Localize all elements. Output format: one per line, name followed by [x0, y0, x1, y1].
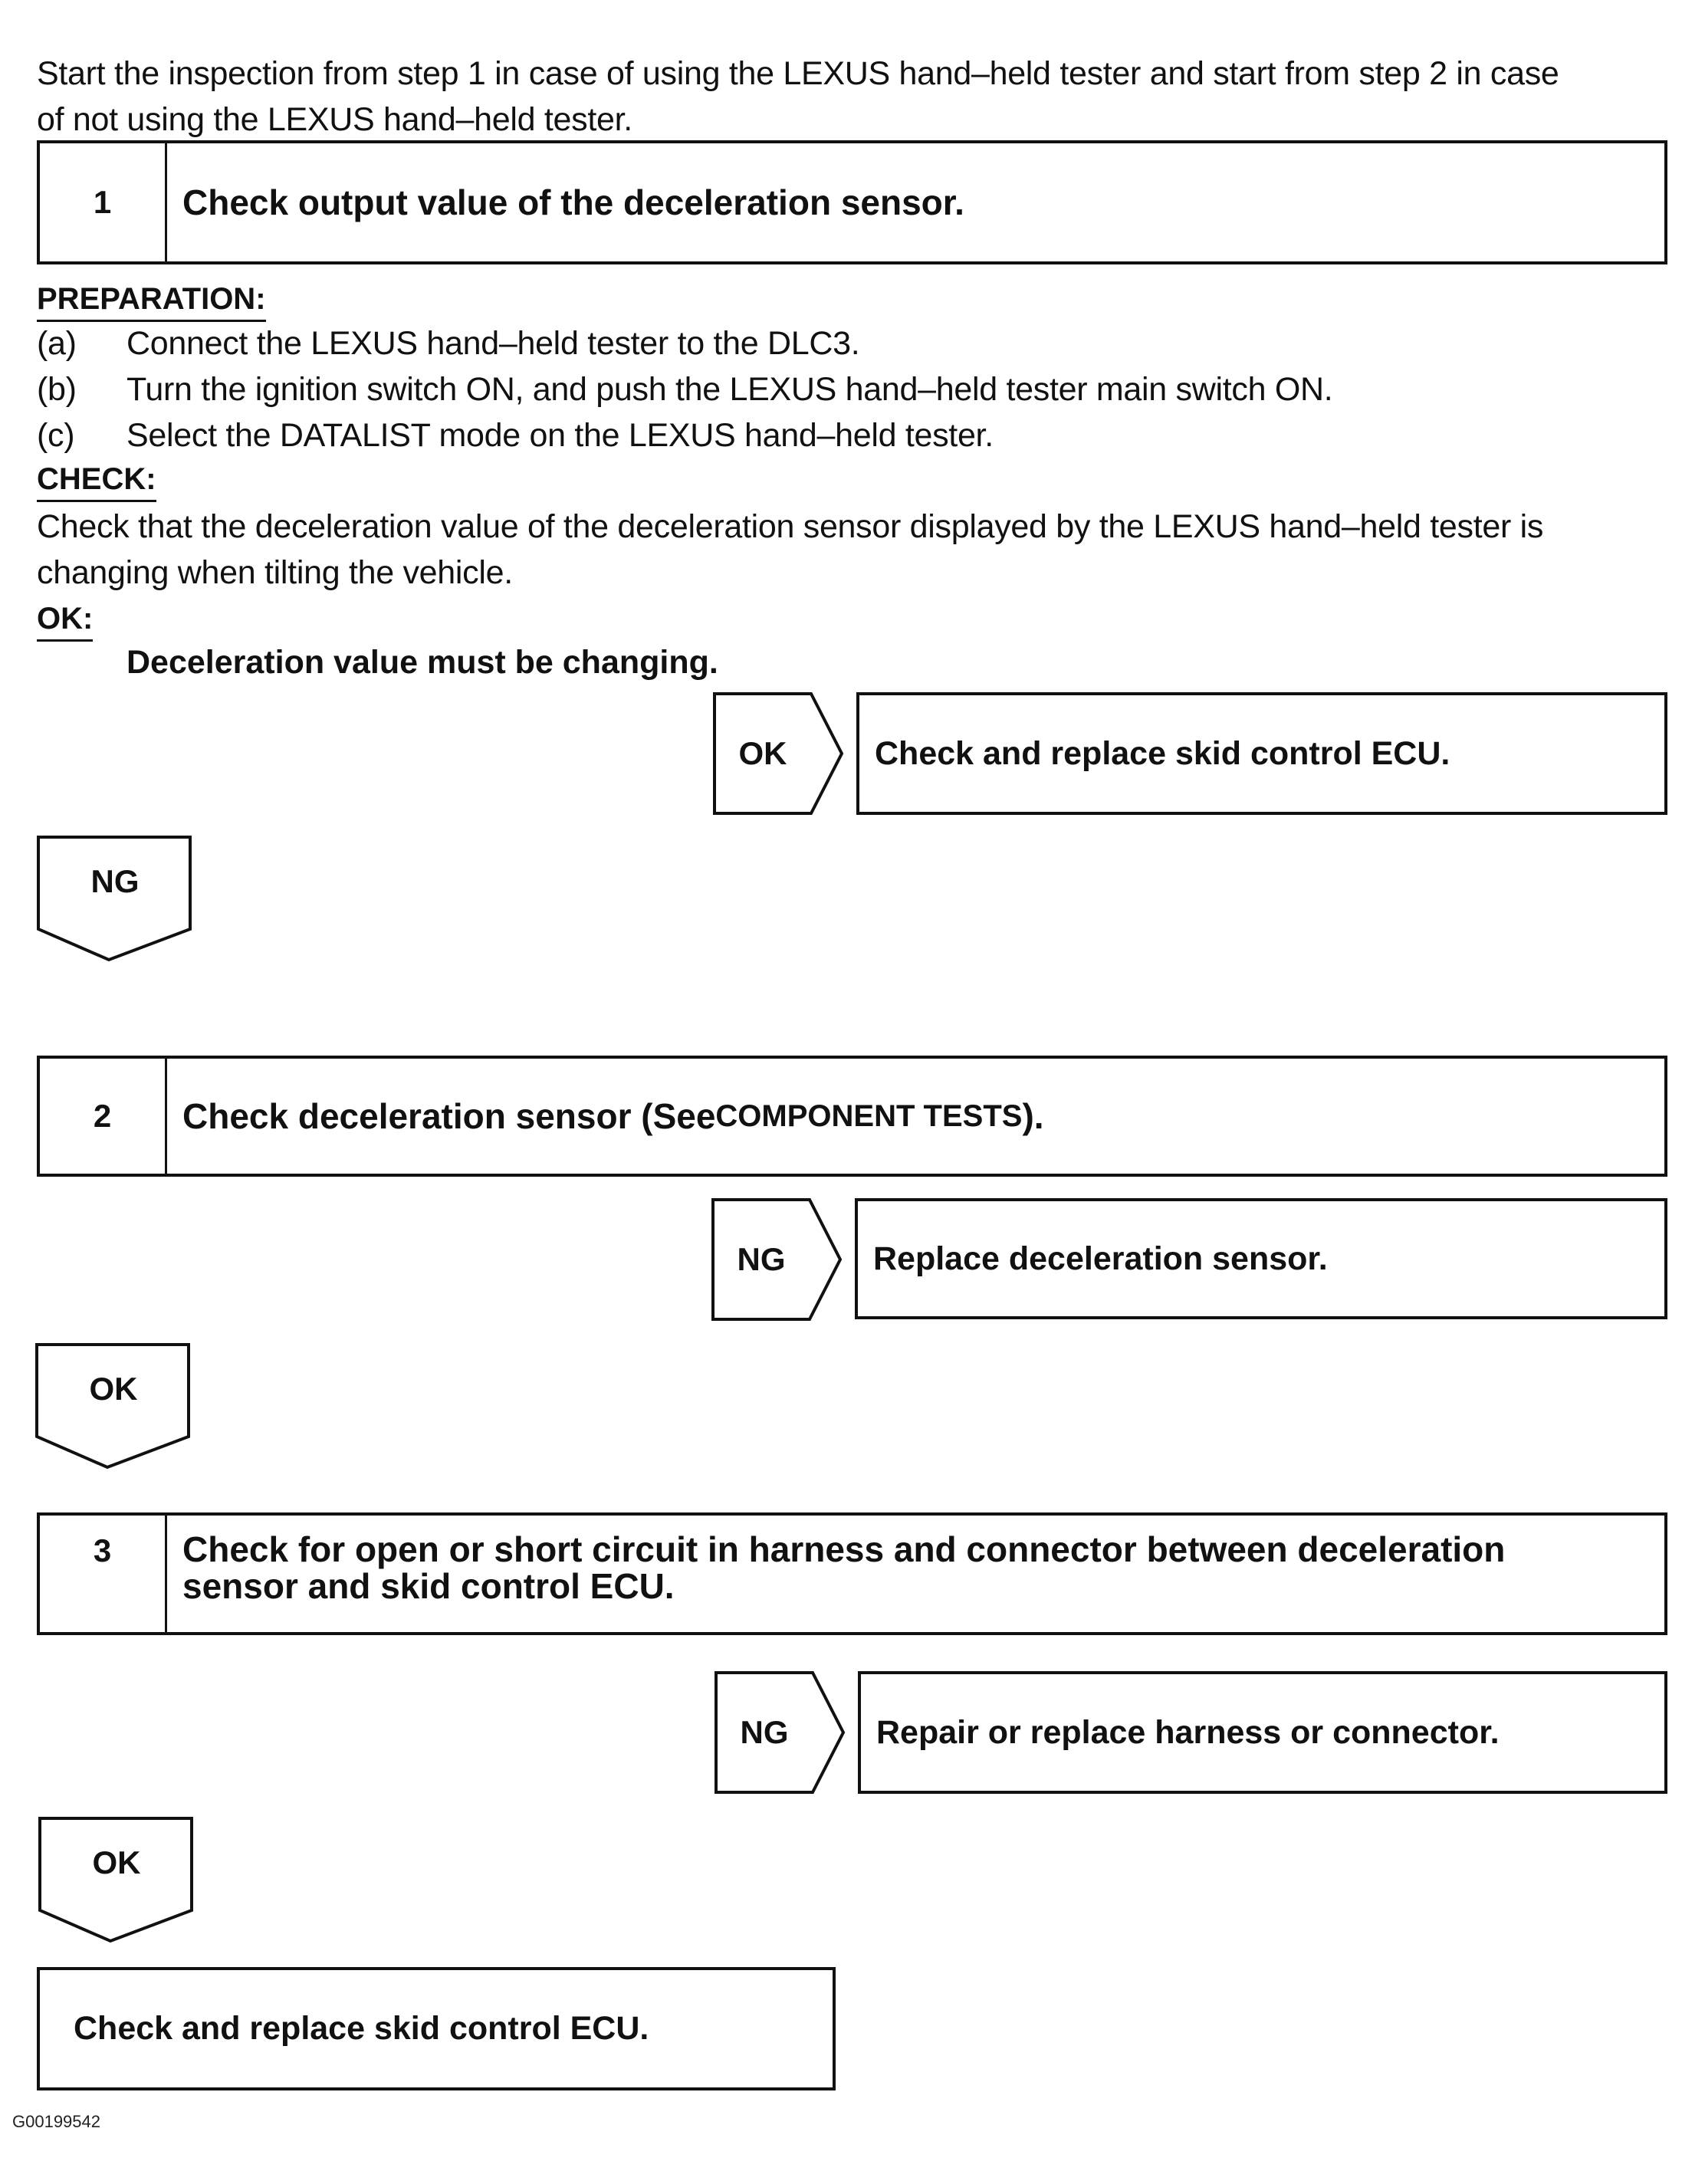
underline — [37, 500, 156, 502]
check-label-text: CHECK: — [37, 462, 156, 496]
component-tests-reference[interactable]: COMPONENT TESTS — [715, 1099, 1023, 1133]
step-title-line-2: sensor and skid control ECU. — [182, 1566, 675, 1606]
step-3-header — [37, 1512, 1667, 1635]
preparation-label — [37, 280, 266, 322]
step-title — [167, 1059, 1664, 1174]
step-1-header — [37, 140, 1667, 264]
preparation-item — [37, 366, 1332, 412]
step-2-header — [37, 1056, 1667, 1177]
ok-label — [37, 599, 93, 642]
branch-label: NG — [737, 1241, 786, 1277]
action-box: Repair or replace harness or connector. — [858, 1671, 1667, 1794]
action-box: Replace deceleration sensor. — [855, 1198, 1667, 1319]
preparation-item — [37, 320, 1332, 366]
step-title-main: Check deceleration sensor (See — [182, 1096, 716, 1136]
step-number: 2 — [40, 1059, 167, 1174]
check-line-2: changing when tilting the vehicle. — [37, 554, 513, 591]
intro-line-1: Start the inspection from step 1 in case of using the LEXUS hand–held tester and start from step 2 in case — [37, 55, 1559, 92]
intro-paragraph — [37, 51, 1559, 143]
final-action-box: Check and replace skid control ECU. — [37, 1967, 836, 2090]
branch-label: OK — [738, 735, 787, 771]
item-marker: (c) — [37, 417, 75, 454]
item-text: Connect the LEXUS hand–held tester to the DLC3. — [126, 325, 860, 362]
branch-arrow-ng — [711, 1198, 843, 1321]
item-marker: (a) — [37, 325, 77, 362]
continue-arrow-ok — [35, 1343, 192, 1470]
continue-arrow-ng — [37, 836, 193, 963]
check-text — [37, 504, 1543, 596]
preparation-label-text: PREPARATION: — [37, 282, 266, 316]
continue-arrow-ok — [38, 1817, 195, 1944]
preparation-item — [37, 412, 1332, 458]
check-line-1: Check that the deceleration value of the deceleration sensor displayed by the LEXUS hand–held tester is — [37, 508, 1544, 545]
ok-label-text: OK: — [37, 602, 94, 635]
check-label — [37, 460, 156, 502]
step-title — [167, 1516, 1664, 1632]
step-number: 1 — [40, 143, 167, 261]
continue-label: OK — [92, 1844, 141, 1880]
figure-id: G00199542 — [12, 2112, 100, 2131]
action-box: Check and replace skid control ECU. — [856, 692, 1667, 815]
underline — [37, 639, 93, 642]
step-title-end: ). — [1022, 1096, 1044, 1136]
branch-arrow-ok — [713, 692, 845, 815]
branch-label: NG — [740, 1714, 789, 1750]
step-title: Check output value of the deceleration sensor. — [182, 182, 964, 222]
item-text: Select the DATALIST mode on the LEXUS hand–held tester. — [126, 417, 994, 454]
step-number: 3 — [40, 1516, 167, 1632]
preparation-list — [37, 320, 1332, 458]
step-title-line-1: Check for open or short circuit in harness and connector between deceleration — [182, 1529, 1506, 1569]
continue-label: NG — [90, 863, 140, 899]
continue-label: OK — [89, 1371, 138, 1407]
item-marker: (b) — [37, 371, 77, 408]
item-text: Turn the ignition switch ON, and push the LEXUS hand–held tester main switch ON. — [126, 371, 1333, 408]
ok-criteria: Deceleration value must be changing. — [126, 644, 718, 681]
branch-arrow-ng — [715, 1671, 846, 1794]
intro-line-2: of not using the LEXUS hand–held tester. — [37, 101, 632, 138]
